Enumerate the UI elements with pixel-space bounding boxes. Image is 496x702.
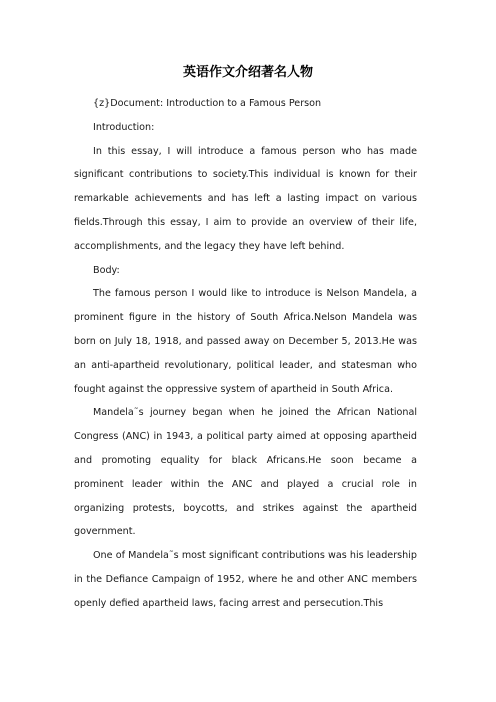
- body-paragraph-3: One of Mandela˜s most significant contributions was his leadership in the Defiance Campaign of 1952, where he and other ANC members openly defied apartheid laws, facing arrest and persecution.This: [74, 550, 417, 609]
- body-label: Body:: [93, 264, 120, 276]
- introduction-label: Introduction:: [93, 121, 155, 133]
- document-body: [74, 92, 417, 616]
- body-paragraph-2: Mandela˜s journey began when he joined the African National Congress (ANC) in 1943, a political party aimed at opposing apartheid and promoting equality for black Africans.He soon became a prominent leader within the ANC and played a crucial role in organizing protests, boycotts, and strikes against the apartheid government.: [74, 407, 417, 538]
- document-title: 英语作文介绍著名人物: [182, 65, 313, 80]
- introduction-paragraph: In this essay, I will introduce a famous person who has made significant contributions to society.This individual is known for their remarkable achievements and has left a lasting impact on various fields.Through this essay, I aim to provide an overview of their life, accomplishments, and the legacy they have left behind.: [74, 145, 417, 252]
- heading-line: {z}Document: Introduction to a Famous Person: [93, 98, 322, 109]
- body-paragraph-1: The famous person I would like to introduce is Nelson Mandela, a prominent figure in the history of South Africa.Nelson Mandela was born on July 18, 1918, and passed away on December 5, 2013.He was an anti-apartheid revolutionary, political leader, and statesman who fought against the oppressive system of apartheid in South Africa.: [74, 288, 417, 395]
